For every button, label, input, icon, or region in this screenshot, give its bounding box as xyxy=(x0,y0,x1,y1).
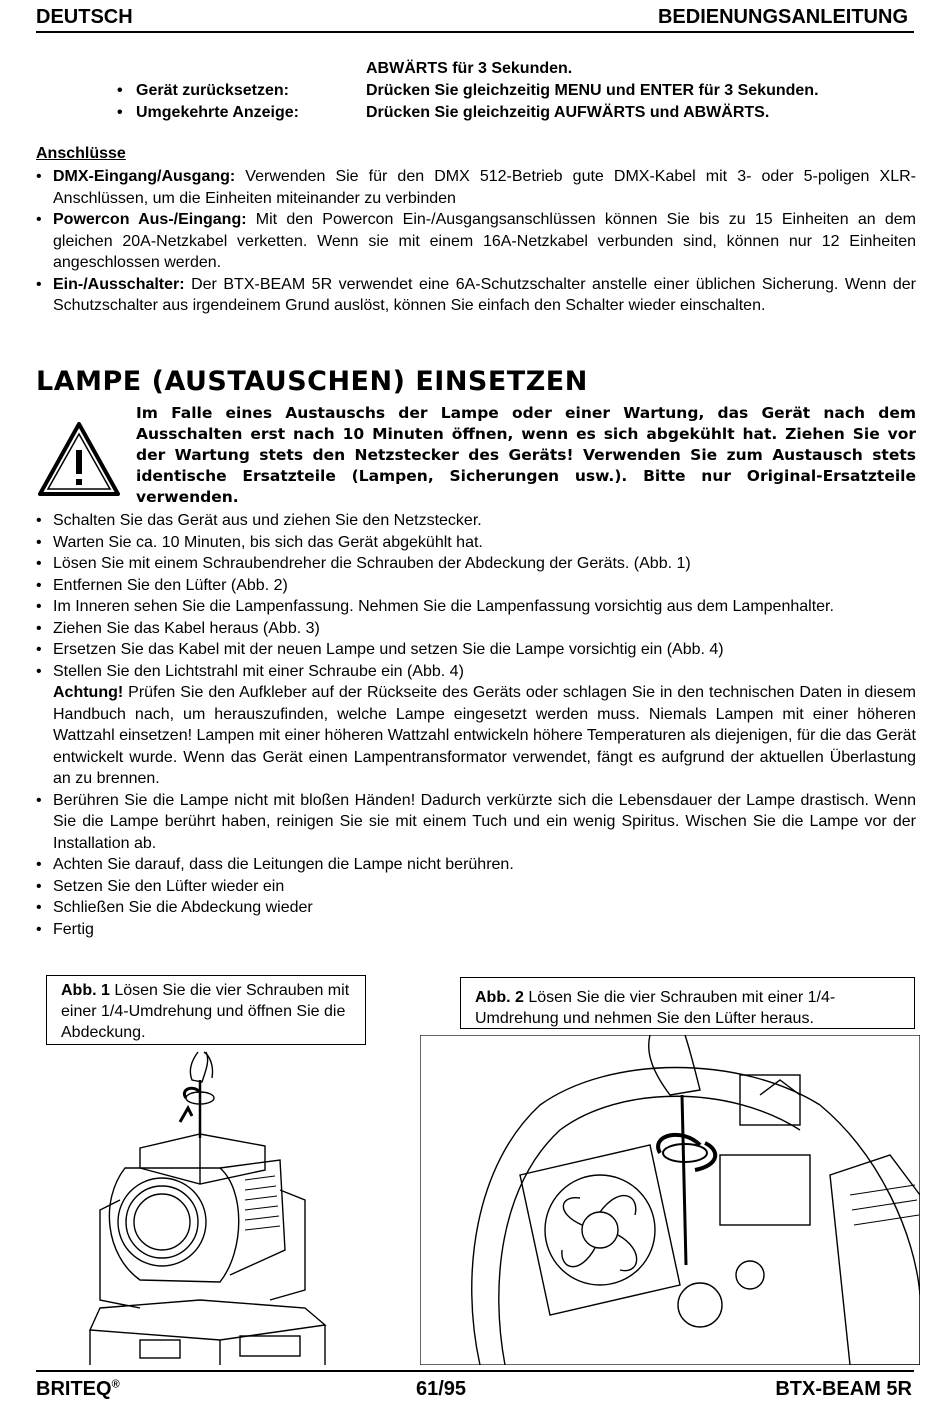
figure-1-caption: Abb. 1 Lösen Sie die vier Schrauben mit einer 1/4-Umdrehung und öffnen Sie die Abdeckung. xyxy=(46,975,366,1045)
list-item: • Lösen Sie mit einem Schraubendreher die Schrauben der Abdeckung der Geräts. (Abb. 1) xyxy=(36,553,916,575)
header-doc-type: BEDIENUNGSANLEITUNG xyxy=(657,6,908,28)
list-item: • DMX-Eingang/Ausgang: Verwenden Sie für den DMX 512-Betrieb gute DMX-Kabel mit 3- oder 5-poligen XLR-Anschlüssen, um die Einheiten miteinander zu verbinden xyxy=(36,166,916,209)
list-item: • Ein-/Ausschalter: Der BTX-BEAM 5R verwendet eine 6A-Schutzschalter anstelle einer üblichen Sicherung. Wenn der Schutzschalter aus irgendeinem Grund auslöst, können Sie einfach den Schalter wieder einschalten. xyxy=(36,274,916,317)
list-item: • Powercon Aus-/Eingang: Mit den Powercon Ein-/Ausgangsanschlüssen können Sie bis zu 15 Einheiten an dem gleichen 20A-Netzkabel verketten. Wenn sie mit einem 16A-Netzkabel verbunden sind, können nur 12 Einheiten angeschlossen werden. xyxy=(36,209,916,274)
list-item: • Ersetzen Sie das Kabel mit der neuen Lampe und setzen Sie die Lampe vorsichtig ein (Abb. 4) xyxy=(36,639,916,661)
figure-2-internal-view-illustration xyxy=(420,1035,920,1365)
page-header xyxy=(36,4,914,33)
connections-title: Anschlüsse xyxy=(36,145,126,162)
list-item: • Schließen Sie die Abdeckung wieder xyxy=(36,897,916,919)
list-item: • Im Inneren sehen Sie die Lampenfassung. Nehmen Sie die Lampenfassung vorsichtig aus dem Lampenhalter. xyxy=(36,596,916,618)
page-number: 61/95 xyxy=(416,1378,467,1400)
continuation-text: ABWÄRTS für 3 Sekunden. xyxy=(366,60,573,77)
footer-brand: BRITEQ® xyxy=(36,1378,120,1400)
invert-bullet: • xyxy=(117,104,123,121)
section-title: LAMPE (AUSTAUSCHEN) EINSETZEN xyxy=(36,366,588,397)
list-item: • Warten Sie ca. 10 Minuten, bis sich das Gerät abgekühlt hat. xyxy=(36,532,916,554)
warning-triangle-icon xyxy=(36,420,122,498)
connections-list xyxy=(36,166,916,317)
invert-value: Drücken Sie gleichzeitig AUFWÄRTS und ABWÄRTS. xyxy=(366,104,770,121)
reset-bullet: • xyxy=(117,82,123,99)
list-item: • Berühren Sie die Lampe nicht mit bloßen Händen! Dadurch verkürzte sich die Lebensdauer der Lampe drastisch. Wenn Sie die Lampe berührt haben, reinigen Sie sie mit einem Tuch und ein wenig Spiritus. Wischen Sie die Lampe vor der Installation ab. xyxy=(36,790,916,855)
warning-text: Im Falle eines Austauschs der Lampe oder einer Wartung, das Gerät nach dem Ausschalten erst nach 10 Minuten öffnen, wenn es sich abgekühlt hat. Ziehen Sie vor der Wartung stets den Netzstecker des Geräts! Verwenden Sie zum Austausch stets identische Ersatzteile (Lampen, Sicherungen usw.). Bitte nur Original-Ersatzteile verwenden. xyxy=(136,404,916,506)
list-item: • Ziehen Sie das Kabel heraus (Abb. 3) xyxy=(36,618,916,640)
invert-key: Umgekehrte Anzeige: xyxy=(136,104,299,121)
caution-label: Achtung! xyxy=(53,684,124,701)
page-footer xyxy=(36,1370,914,1402)
list-item: • Schalten Sie das Gerät aus und ziehen Sie den Netzstecker. xyxy=(36,510,916,532)
list-item: • Setzen Sie den Lüfter wieder ein xyxy=(36,876,916,898)
list-item: • Fertig xyxy=(36,919,916,941)
list-item: • Entfernen Sie den Lüfter (Abb. 2) xyxy=(36,575,916,597)
figure-2-caption: Abb. 2 Lösen Sie die vier Schrauben mit einer 1/4-Umdrehung und nehmen Sie den Lüfter heraus. xyxy=(460,977,915,1029)
caution-text: Prüfen Sie den Aufkleber auf der Rückseite des Geräts oder schlagen Sie in den technischen Daten in diesem Handbuch nach, um herauszufinden, welche Lampe eingesetzt werden muss. Niemals Lampen mit einer höheren Wattzahl einsetzen! Lampen mit einer höheren Wattzahl entwickeln höhere Temperaturen als diejenigen, für die das Gerät entwickelt wurde. Wenn das Gerät einen Lampentransformator verwendet, fängt es aufgrund der aktuellen Überlastung an zu brennen. xyxy=(53,684,916,787)
figure-1-moving-head-illustration xyxy=(80,1050,340,1365)
list-item: • Achten Sie darauf, dass die Leitungen die Lampe nicht berühren. xyxy=(36,854,916,876)
footer-model: BTX-BEAM 5R xyxy=(775,1378,912,1400)
reset-key: Gerät zurücksetzen: xyxy=(136,82,289,99)
header-language: DEUTSCH xyxy=(36,6,133,28)
reset-value: Drücken Sie gleichzeitig MENU und ENTER für 3 Sekunden. xyxy=(366,82,819,99)
list-item: • Stellen Sie den Lichtstrahl mit einer Schraube ein (Abb. 4) Achtung! Prüfen Sie den Aufkleber auf der Rückseite des Geräts oder schlagen Sie in den technischen Daten in diesem Handbuch nach, um herauszufinden, welche Lampe eingesetzt werden muss. Niemals Lampen mit einer höheren Wattzahl einsetzen! Lampen mit einer höheren Wattzahl entwickeln höhere Temperaturen als diejenigen, für die das Gerät entwickelt wurde. Wenn das Gerät einen Lampentransformator verwendet, fängt es aufgrund der aktuellen Überlastung an zu brennen. xyxy=(36,661,916,790)
replacement-steps xyxy=(36,510,916,940)
